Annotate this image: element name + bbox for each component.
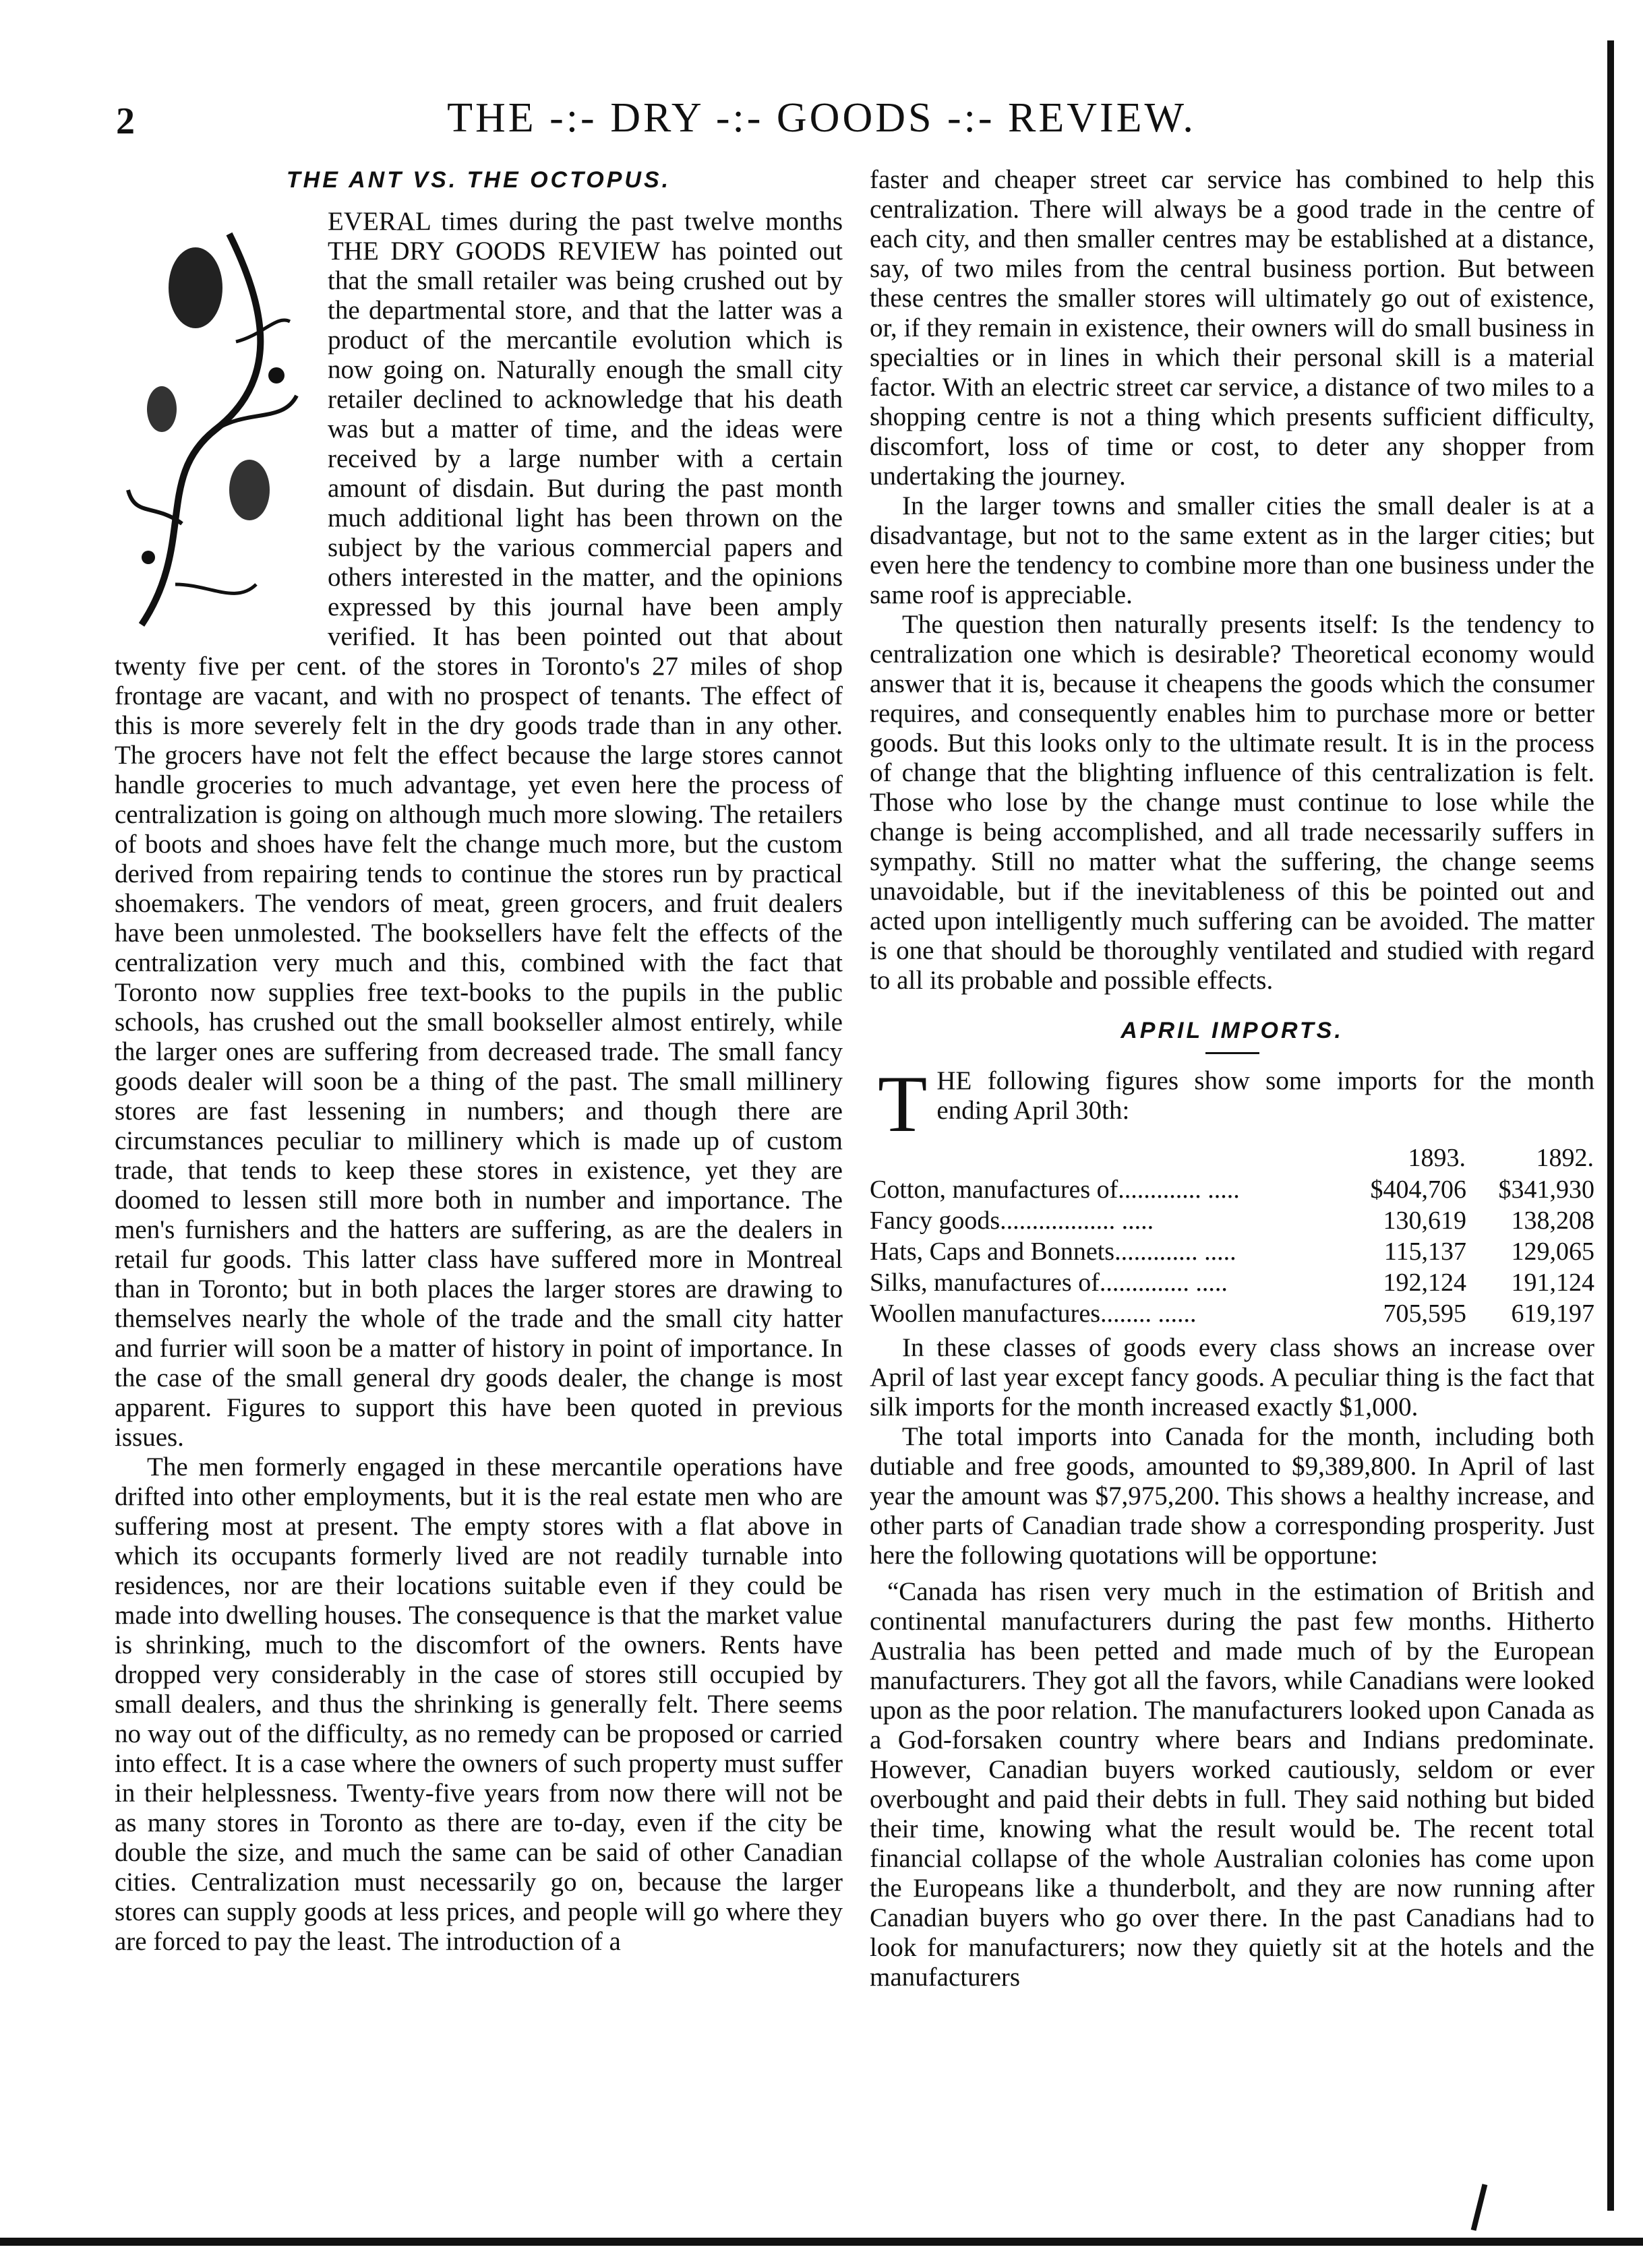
article1-paragraph-1: EVERAL times during the past twelve months THE DRY GOODS REVIEW has pointed out that the small retailer was being crushed out by the departmental store, and that the latter was a product of the mercantile evolution which is now going on. Naturally enough the small city retailer declined to acknowledge that his death was but a matter of time, and the ideas were received by a large number with a certain amount of disdain. But during the past month much additional light has been thrown on the subject by the various commercial papers and others interested in the matter, and the opinions expressed by this journal have been amply verified. It has been pointed out that about twenty five per cent. of the stores in Toronto's 27 miles of shop frontage are vacant, and with no prospect of tenants. The effect of this is more severely felt in the dry goods trade than in any other. The grocers have not felt the effect because the large stores cannot handle groceries to much advantage, yet even here the process of centralization is going on although much more slowing. The retailers of boots and shoes have felt the change much more, but the custom derived from repairing tends to continue the stores run by practical shoemakers. The vendors of meat, green grocers, and fruit dealers have been unmolested. The booksellers have felt the effects of the centralization very much and this, combined with the fact that Toronto now supplies free text-books to the pupils in the public schools, has crushed out the small bookseller almost entirely, while the larger ones are suffering from decreased trade. The small fancy goods dealer will soon be a thing of the past. The small millinery stores are fast lessening in numbers; and though there are circumstances peculiar to millinery which is made up of custom trade, that tends to keep these stores in existence, yet they are doomed to lessen still more both in number and importance. The men's furnishers and the hatters are suffering, as are the dealers in retail fur goods. This latter class have suffered more in Montreal than in Toronto; but in both places the larger stores are drawing to themselves nearly the whole of the trade and the small city hatter and furrier will soon be a matter of history in point of importance. In the case of the small general dry goods dealer, the change is most apparent. Figures to support this have been quoted in previous issues.	[115, 207, 843, 1452]
right-column	[870, 165, 1594, 1992]
masthead-title: THE -:- DRY -:- GOODS -:- REVIEW.	[447, 95, 1196, 141]
year-header-1892: 1892.	[1536, 1144, 1594, 1172]
table-row	[870, 1236, 1594, 1267]
imports-table	[870, 1142, 1594, 1329]
page-number: 2	[116, 100, 135, 142]
year-header-1893: 1893.	[1408, 1144, 1466, 1172]
table-row	[870, 1298, 1594, 1329]
table-row	[870, 1267, 1594, 1298]
row-value-1893: 130,619	[1383, 1206, 1466, 1235]
row-value-1892: 619,197	[1511, 1299, 1594, 1328]
row-value-1893: $404,706	[1370, 1175, 1466, 1204]
row-value-1892: 138,208	[1511, 1206, 1594, 1235]
article2-paragraph-1: In these classes of goods every class shows an increase over April of last year except fancy goods. A peculiar thing is the fact that silk imports for the month increased exactly $1,000.	[870, 1333, 1594, 1421]
article1-continuation-3: The question then naturally presents itself: Is the tendency to centralization one which is desirable? Theoretical economy would answer that it is, because it cheapens the goods which the consumer requires, and consequently enables him to purchase more or better goods. But this looks only to the ultimate result. It is in the process of change that the blighting influence of this centralization is felt. Those who lose by the change must continue to lose while the change is being accomplished, and all trade necessarily suffers in sympathy. Still no matter what the suffering, the change seems unavoidable, but if the inevitableness of this be pointed out and acted upon intelligently much suffering can be avoided. The matter is one that should be thoroughly ventilated and studied with regard to all its probable and possible effects.	[870, 610, 1594, 995]
row-value-1892: 191,124	[1511, 1268, 1594, 1297]
dropcap-t: T	[878, 1059, 928, 1148]
row-item: Silks, manufactures of.............. .....	[870, 1268, 1228, 1297]
imports-intro	[870, 1059, 1594, 1148]
binding-edge-rule	[1607, 40, 1614, 2211]
ink-mark	[1471, 2184, 1488, 2231]
left-column	[115, 165, 843, 1957]
row-item: Fancy goods.................. .....	[870, 1206, 1154, 1235]
article-title-ant-octopus: THE ANT VS. THE OCTOPUS.	[286, 167, 671, 193]
ornamental-dropcap	[115, 207, 317, 645]
row-value-1893: 705,595	[1383, 1299, 1466, 1328]
article2-paragraph-2: The total imports into Canada for the month, including both dutiable and free goods, amounted to $9,389,800. In April of last year the amount was $7,975,200. This shows a healthy increase, and other parts of Canadian trade show a corresponding prosperity. Just here the following quotations will be opportune:	[870, 1422, 1594, 1570]
article1-continuation-2: In the larger towns and smaller cities the small dealer is at a disadvantage, but not to the same extent as in the larger cities; but even here the tendency to combine more than one business under the same roof is appreciable.	[870, 491, 1594, 609]
article1-continuation-1: faster and cheaper street car service has combined to help this centralization. There will always be a good trade in the centre of each city, and then smaller centres may be established at a distance, say, of two miles from the central business portion. But between these centres the smaller stores will ultimately go out of existence, or, if they remain in existence, their owners will do small business in specialties or in lines in which their personal skill is a material factor. With an electric street car service, a distance of two miles to a shopping centre is not a thing which presents sufficient difficulty, discomfort, loss of time or cost, to deter any shopper from undertaking the journey.	[870, 165, 1594, 491]
article2-quotation: “Canada has risen very much in the estimation of British and continental manufacturers during the past few months. Hitherto Australia has been petted and made much of by the European manufacturers. They got all the favors, while Canadians were looked upon as the poor relation. The manufacturers looked upon Canada as a God-forsaken country where bears and Indians predominate. However, Canadian buyers worked cautiously, seldom or ever overbought and paid their debts in full. They said nothing but bided their time, knowing what the result would be. The recent total financial collapse of the whole Australian colonies has come upon the Europeans like a thunderbolt, and they are now running after Canadian buyers who go over there. In the past Canadians had to look for manufacturers; now they quietly sit at the hotels and the manufacturers	[870, 1577, 1594, 1992]
imports-intro-text: HE following figures show some imports for the month ending April 30th:	[936, 1066, 1594, 1125]
row-item: Hats, Caps and Bonnets............. .....	[870, 1237, 1236, 1266]
imports-table-header	[870, 1142, 1594, 1174]
row-item: Woollen manufactures........ ......	[870, 1299, 1197, 1328]
table-row	[870, 1205, 1594, 1236]
title-underline	[1205, 1052, 1259, 1054]
row-value-1892: 129,065	[1511, 1237, 1594, 1266]
row-item: Cotton, manufactures of............. .....	[870, 1175, 1240, 1204]
article-title-april-imports: APRIL IMPORTS.	[1121, 1018, 1344, 1043]
row-value-1893: 192,124	[1383, 1268, 1466, 1297]
table-row	[870, 1174, 1594, 1205]
article1-paragraph-2: The men formerly engaged in these mercantile operations have drifted into other employments, but it is the real estate men who are suffering most at present. The empty stores with a flat above in which its occupants formerly lived are not readily turnable into residences, nor are their locations suitable even if they could be made into dwelling houses. The consequence is that the market value is shrinking, much to the discomfort of the owners. Rents have dropped very considerably in the case of stores still occupied by small dealers, and thus the shrinking is generally felt. There seems no way out of the difficulty, as no remedy can be proposed or carried into effect. It is a case where the owners of such property must suffer in their helplessness. Twenty-five years from now there will not be as many stores in Toronto as there are to-day, even if the city be double the size, and much the same can be said of other Canadian cities. Centralization must necessarily go on, because the larger stores can supply goods at less prices, and people will go where they are forced to pay the least. The introduction of a	[115, 1452, 843, 1956]
bottom-rule	[0, 2238, 1643, 2246]
row-value-1893: 115,137	[1383, 1237, 1466, 1266]
row-value-1892: $341,930	[1498, 1175, 1594, 1204]
